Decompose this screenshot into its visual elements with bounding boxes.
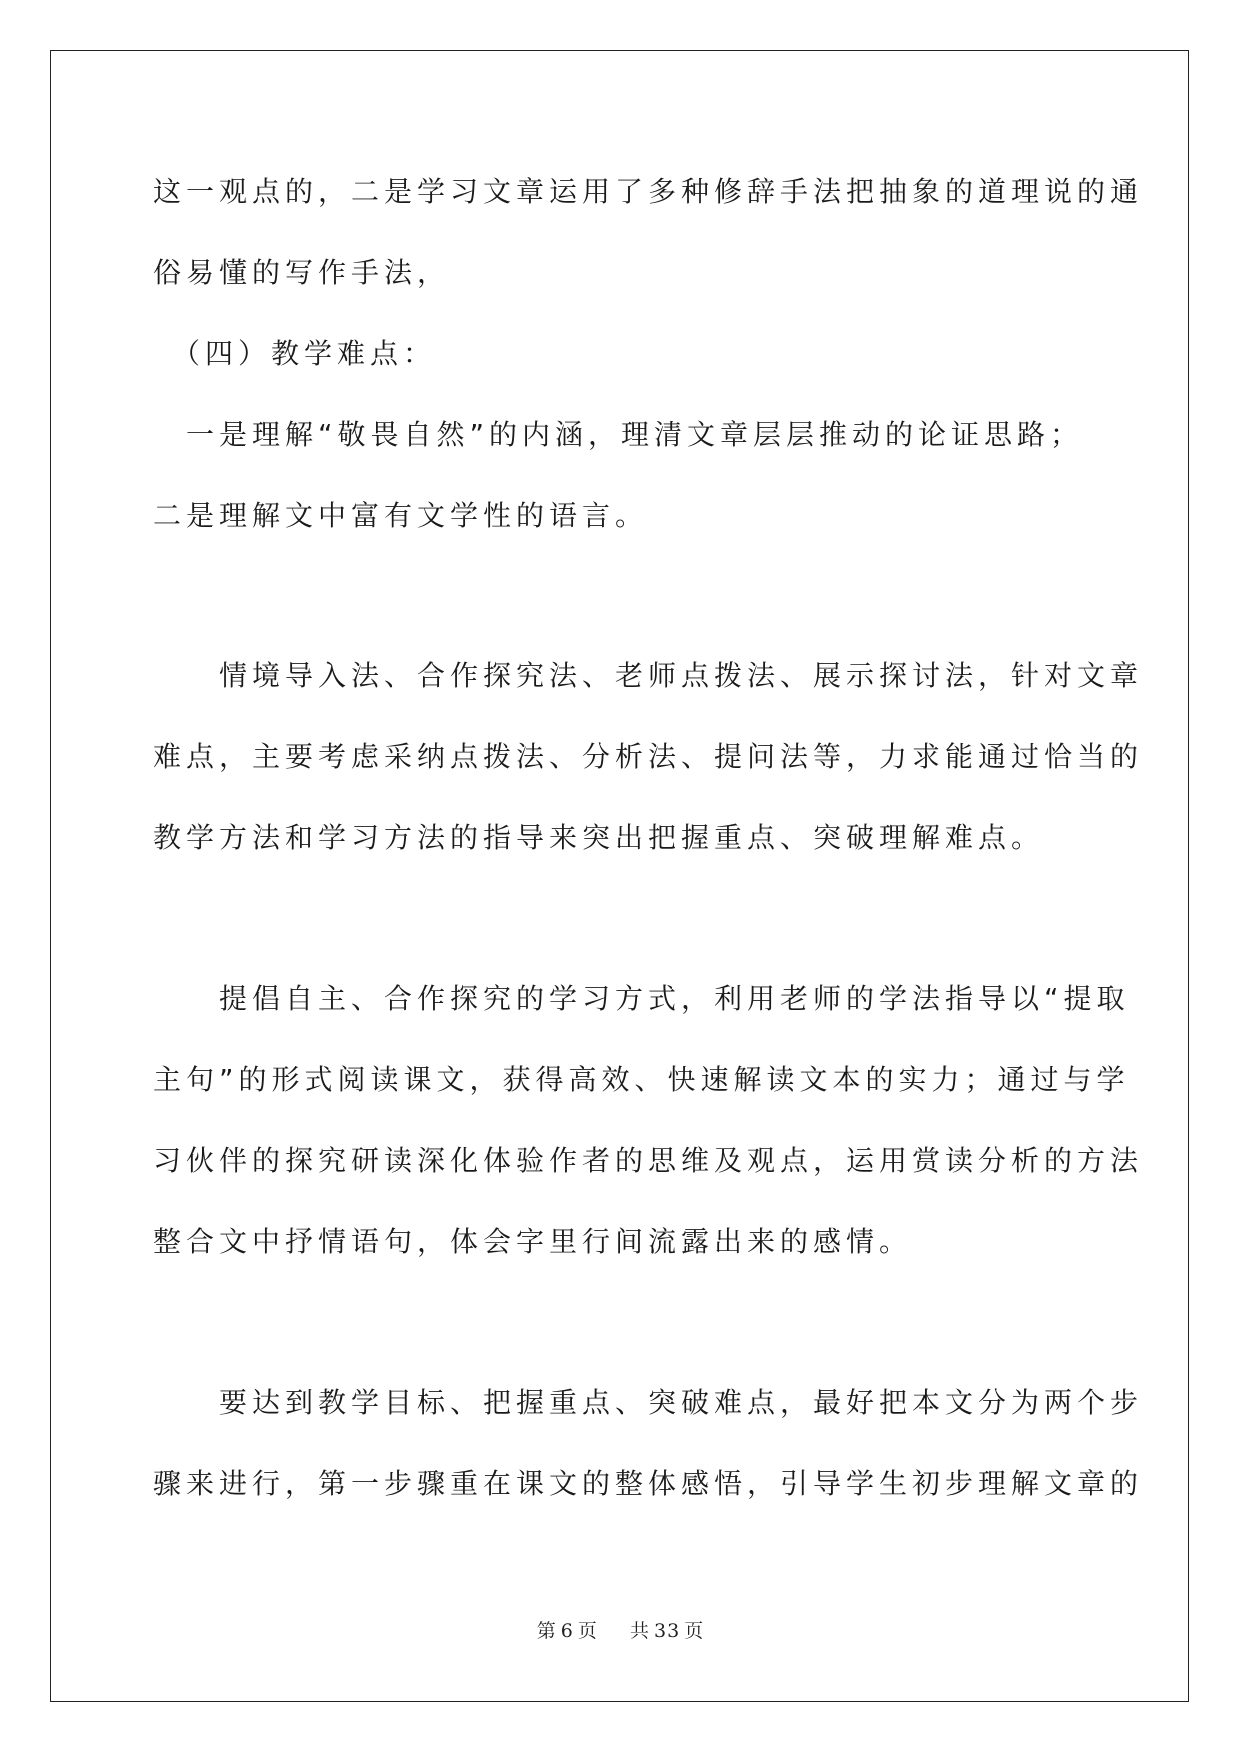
paragraph-3 (153, 394, 1093, 556)
text-line: 二是理解文中富有文学性的语言。 (153, 499, 649, 532)
section-heading: （四）教学难点： (153, 337, 437, 370)
text-line: 难点，主要考虑采纳点拨法、分析法、提问法等，力求能通过恰当的 (153, 740, 1144, 773)
text-line: 俗易懂的写作手法， (153, 256, 451, 289)
paragraph-4 (153, 635, 1144, 878)
footer-total-prefix: 共 (630, 1620, 651, 1642)
text-line: 一是理解“敬畏自然”的内涵，理清文章层层推动的论证思路； (153, 418, 1084, 451)
text-line: 骤来进行，第一步骤重在课文的整体感悟，引导学生初步理解文章的 (153, 1467, 1144, 1500)
paragraph-6 (153, 1362, 1144, 1524)
page-footer (0, 1616, 1241, 1643)
current-page-number: 6 (560, 1620, 574, 1642)
text-line: 这一观点的，二是学习文章运用了多种修辞手法把抽象的道理说的通 (153, 175, 1144, 208)
text-line: 主句”的形式阅读课文，获得高效、快速解读文本的实力；通过与学 (153, 1063, 1130, 1096)
text-line: 习伙伴的探究研读深化体验作者的思维及观点，运用赏读分析的方法 (153, 1144, 1144, 1177)
total-pages-number: 33 (654, 1620, 681, 1642)
text-line: 提倡自主、合作探究的学习方式，利用老师的学法指导以“提取 (153, 982, 1130, 1015)
paragraph-2 (153, 313, 1093, 394)
footer-prefix: 第 (536, 1620, 557, 1642)
footer-page-word: 页 (577, 1620, 598, 1642)
text-line: 教学方法和学习方法的指导来突出把握重点、突破理解难点。 (153, 821, 1045, 854)
paragraph-1 (153, 151, 1144, 313)
text-line: 整合文中抒情语句，体会字里行间流露出来的感情。 (153, 1225, 913, 1258)
text-line: 要达到教学目标、把握重点、突破难点，最好把本文分为两个步 (153, 1386, 1144, 1419)
text-line: 情境导入法、合作探究法、老师点拨法、展示探讨法，针对文章 (153, 659, 1144, 692)
footer-total-suffix: 页 (684, 1620, 705, 1642)
paragraph-5 (153, 958, 1144, 1282)
